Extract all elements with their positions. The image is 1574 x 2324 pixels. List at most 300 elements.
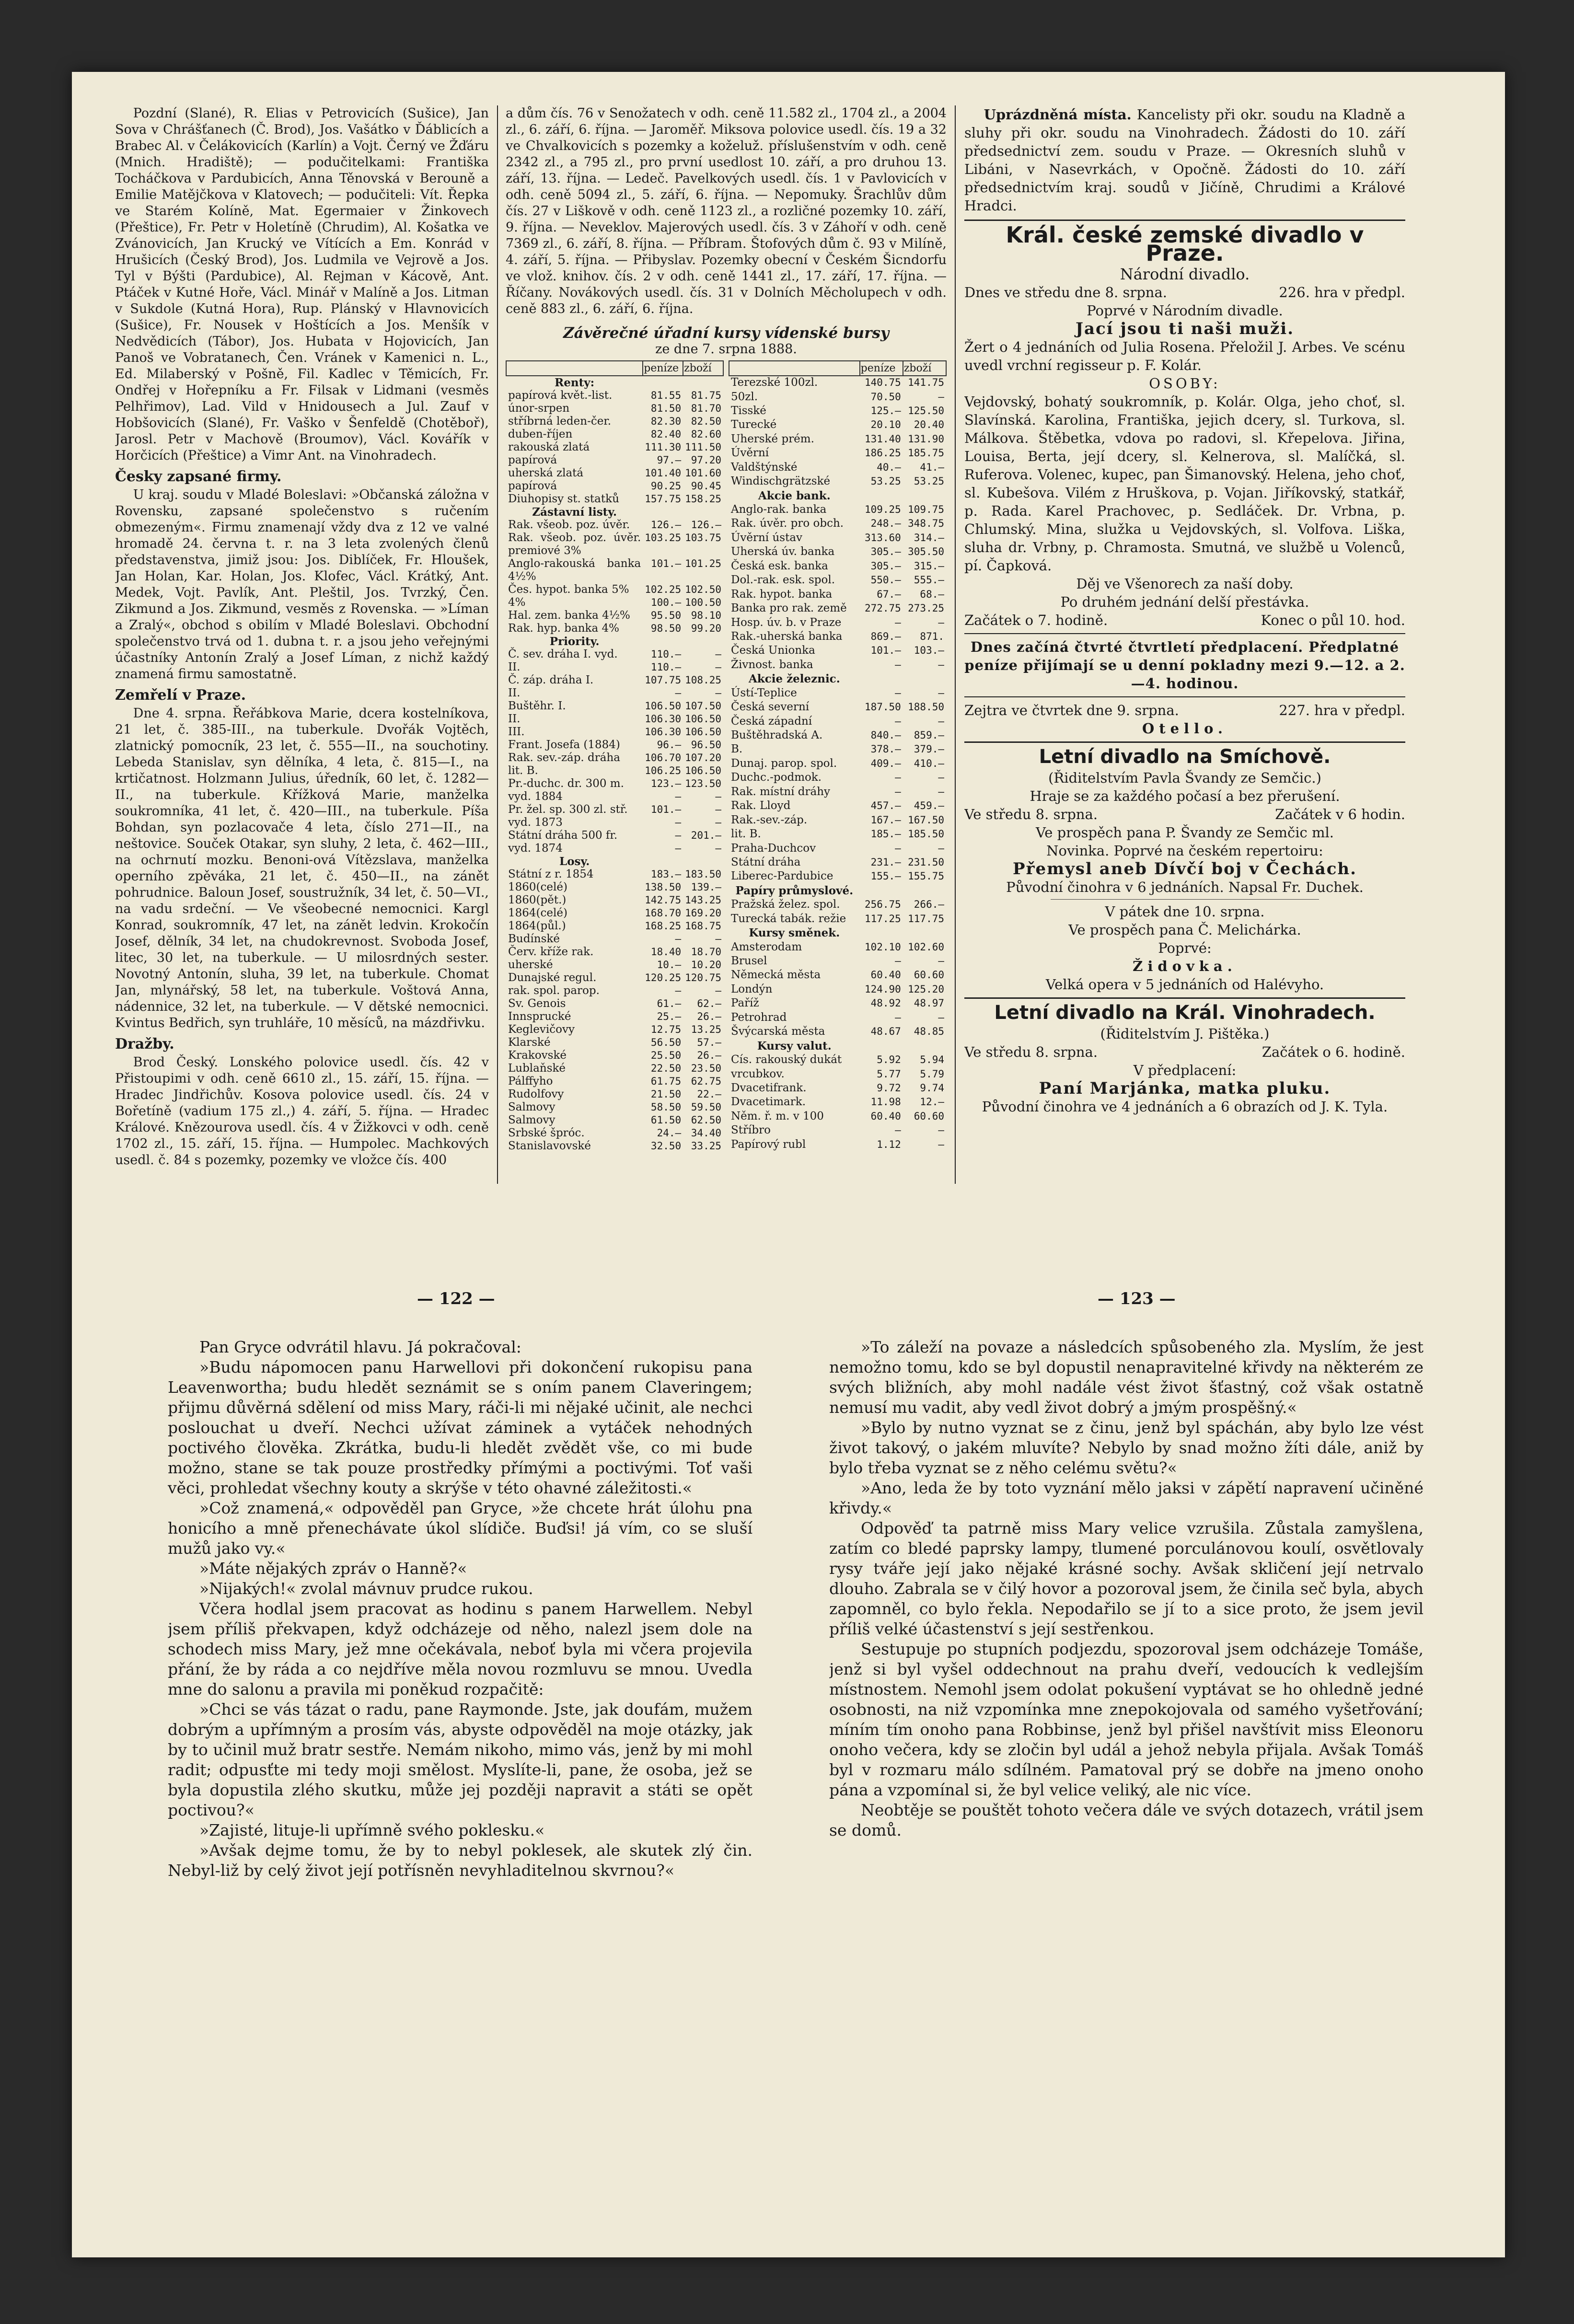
goods-value: 117.75 xyxy=(908,913,944,925)
novel-paragraph: Sestupuje po stupních podjezdu, spozoroval jsem odcházeje Tomáše, jenž si byl vyšel oddechnout na prahu dveří, vedoucích k vedlejším místnostem. Nemohl jsem odolat pokušení vyptávat se ho ohledně jedné osobnosti, na niž vzpomínka mne znepokojovala od samého vyšetřování; míním tím onoho pana Robbinse, jenž byl přišel navštívit miss Eleonoru onoho večera, kdy se zločin byl udál a jehož nebyla přijala. Avšak Tomáš byl v rozmaru málo sdílném. Pamatoval prý se dobře na jmeno onoho pána a vzpomínal si, že byl velice veliký, ale nic více. xyxy=(829,1640,1424,1799)
goods-value: 62.75 xyxy=(691,1075,721,1087)
money-value: 183.— xyxy=(650,868,682,880)
security-name: Česká západní xyxy=(731,715,812,728)
security-name: Brusel xyxy=(731,955,767,968)
table-row xyxy=(506,1049,723,1062)
novel-paragraph: »Chci se vás tázat o radu, pane Raymonde. Jste, jak doufám, mužem dobrým a upřímným a prosím vás, abyste odpověděl na moje otázky, jak by to učinil muž bratr sestře. Nemám nikoho, mimo vás, jenž by mi mohl radit; odpusťte mi tedy moji smělost. Myslíte-li, pane, že osoba, jež se byla dopustila zlého skutku, může jej později napravit a státi se opět poctivou?« xyxy=(168,1700,752,1819)
goods-value: — xyxy=(938,391,944,403)
smichov-play: Přemysl aneb Dívčí boj v Čechách. xyxy=(1013,859,1357,879)
table-row xyxy=(506,1114,723,1127)
money-value: 124.90 xyxy=(864,983,901,995)
security-name: rak. spol. parop. xyxy=(508,984,600,997)
money-value: 111.30 xyxy=(645,441,682,453)
smichov-desc: Původní činohra v 6 jednáních. Napsal Fr. Duchek. xyxy=(1006,879,1364,895)
money-value: 21.50 xyxy=(650,1088,682,1100)
table-row xyxy=(729,1082,946,1096)
table-row xyxy=(729,1110,946,1124)
goods-value: 82.60 xyxy=(691,428,721,440)
goods-value: 141.75 xyxy=(908,377,944,388)
goods-value: 169.20 xyxy=(685,907,721,919)
vinohrady-desc: Původní činohra ve 4 jednáních a 6 obrazích od J. K. Tyla. xyxy=(982,1098,1388,1115)
security-name: Akcie bank. xyxy=(758,489,831,502)
security-name: Sv. Genois xyxy=(508,997,566,1010)
novel-paragraph: Včera hodlal jsem pracovat as hodinu s panem Harwellem. Nebyl jsem příliš překvapen, když odcházeje od něho, nalezl jsem dole na schodech miss Mary, jež mne očekávala, neboť byla mi včera projevila přání, že by ráda a co nejdříve měla novou rozmluvu se mnou. Uvedla mne do salonu a pravila mi poněkud rozpačitě: xyxy=(168,1599,752,1699)
smichov-start: Začátek v 6 hodin. xyxy=(1275,806,1405,822)
money-value: 40.— xyxy=(877,461,901,473)
goods-value: — xyxy=(938,1124,944,1136)
deaths-paragraph: Dne 4. srpna. Řeřábkova Marie, dcera kostelníkova, 21 let, č. 385-III., na tuberkule. Dvořák Vojtěch, zlatnický pomocník, 23 let, č. 555—II., na souchotiny. Lebeda Stanislav, syn dělníka, 4 leta, č. 815—I., na krtičatnost. Holzmann Julius, úředník, 60 let, č. 1282—II., na tuberkule. Křížková Marie, manželka soukromníka, 41 let, č. 420—III., na tuberkule. Píša Bohdan, syn pozlacovače 4 leta, číslo 271—II., na neštovice. Souček Otakar, syn sluhy, 2 leta, č. 462—III., na ochrnutí mozku. Benoni-ová Vítězslava, manželka operního zpěváka, 21 let, č. 450—II., na zánět pohrudnice. Baloun Josef, soustružník, 34 let, č. 50—VI., na vadu srdeční. — Ve všeobecné nemocnici. Kargl Konrad, soukromník, 47 let, na zánět ledvin. Krokočín Josef, dělník, 34 let, na chudokrevnost. Svoboda Josef, litec, 30 let, na tuberkule. — U milosrdných sester. Novotný Antonín, sluha, 39 let, na tuberkule. Chomat Jan, mlynářský, 58 let, na tuberkule. Voštová Anna, nádennice, 32 let, na tuberkule. — V dětské nemocnici. Kvintus Bedřich, syn truhláře, 10 měsíců, na mázdřivku. xyxy=(115,706,489,1030)
vinohrady-subscription: V předplacení: xyxy=(1133,1062,1237,1078)
auction-continued: a dům čís. 76 v Senožatech v odh. ceně 11.582 zl., 1704 zl., a 2004 zl., 6. září, 6. října. — Jaroměř. Miksova polovice usedl. čís. 19 a 32 ve Chvalkovicích s pozemky a koželuž. příslušenstvím v odh. ceně 2342 zl., a 795 zl., pro první usedlost 10. září, a pro druhou 13. září, 13. října. — Ledeč. Pavelkových usedl. čís. 1 v Pavlovicích v odh. ceně 5094 zl., 5. září, 6. října. — Nepomuky. Šrachlův dům čís. 27 v Liškově v odh. ceně 1123 zl., a rozličné pozemky 10. září, 9. října. — Neveklov. Majerových usedl. čís. 3 v Záhoří v odh. ceně 7369 zl., 6. září, 8. října. — Příbram. Štofových dům č. 93 v Milíně, 4. září, 5. října. — Přibyslav. Pozemky obecní v Českém Šicndorfu ve vlož. knihov. čís. 2 v odh. ceně 1441 zl., 17. září, 17. října. — Říčany. Novákových usedl. čís. 31 v Dolních Měcholupech v odh. ceně 883 zl., 6. září, 6. října. xyxy=(506,106,947,316)
goods-value: 98.10 xyxy=(691,610,721,621)
money-value: 186.25 xyxy=(864,447,901,459)
table-row xyxy=(729,757,946,771)
friday-desc: Velká opera v 5 jednáních od Halévyho. xyxy=(1045,976,1324,993)
goods-value: 106.50 xyxy=(685,726,721,738)
table-row xyxy=(506,428,723,441)
firms-heading: Česky zapsané firmy. xyxy=(115,468,282,485)
security-name: Pražská želez. spol. xyxy=(731,898,840,911)
national-theatre-title: Král. české zemské divadlo v Praze. xyxy=(1006,222,1364,266)
table-row xyxy=(506,1023,723,1036)
table-row xyxy=(506,519,723,532)
auction-paragraph: Brod Český. Lonského polovice usedl. čís. 42 v Přistoupimi v odh. ceně 6610 zl., 15. září, 15. října. — Hradec Jindřichův. Kosova polovice usedl. čís. 24 v Bořetíně (vadium 175 zl.,) 4. září, 5. října. — Hradec Králové. Knězourova usedl. čís. 4 v Žižkovci v odh. ceně 1702 zl., 15. září, 15. října. — Humpolec. Machkových usedl. č. 84 s pozemky, pozemky ve vložce čís. 400 xyxy=(115,1055,489,1168)
goods-value: — xyxy=(715,791,721,802)
goods-value: 305.50 xyxy=(908,546,944,558)
security-name: vyd. 1874 xyxy=(508,842,563,855)
vinohrady-start: Začátek o 6. hodině. xyxy=(1262,1044,1405,1060)
table-row xyxy=(506,933,723,946)
security-name: Buštěhr. I. xyxy=(508,700,566,712)
security-name: Kursy směnek. xyxy=(749,926,840,940)
money-value: 103.25 xyxy=(645,532,682,543)
goods-value: 123.50 xyxy=(685,778,721,789)
money-value: 20.10 xyxy=(870,419,901,431)
security-name: Zástavní listy. xyxy=(532,506,617,519)
money-value: — xyxy=(675,830,682,841)
money-value: 120.25 xyxy=(645,972,682,983)
table-row xyxy=(506,1088,723,1101)
national-first: Poprvé v Národním divadle. xyxy=(1087,302,1283,319)
money-value: — xyxy=(895,1011,901,1023)
table-row xyxy=(506,622,723,635)
table-row xyxy=(506,493,723,506)
security-name: papírová květ.-list. xyxy=(508,389,613,402)
goods-value: 96.50 xyxy=(691,739,721,751)
table-row xyxy=(729,532,946,545)
table-row xyxy=(729,884,946,898)
table-row xyxy=(729,1053,946,1067)
security-name: Diuhopisy st. statků xyxy=(508,493,619,505)
smichov-direction: (Řiditelstvím Pavla Švandy ze Semčic.) xyxy=(1048,770,1321,786)
security-name: Stříbro xyxy=(731,1124,771,1137)
smichov-novelty: Novinka. Poprvé na českém repertoiru: xyxy=(1046,843,1323,859)
security-name: Salmovy xyxy=(508,1101,556,1113)
money-value xyxy=(643,855,683,868)
security-name: Č. záp. dráha I. xyxy=(508,674,594,686)
security-name: Rak. všeob. poz. úvěr. xyxy=(508,519,630,531)
table-row xyxy=(729,503,946,517)
goods-value: 231.50 xyxy=(908,856,944,868)
table-row xyxy=(729,856,946,870)
table-row xyxy=(729,391,946,405)
goods-value: 53.25 xyxy=(914,475,944,487)
appointments-paragraph: Pozdní (Slané), R. Elias v Petrovicích (Sušice), Jan Sova v Chrášťanech (Č. Brod), Jos. Vašátko v Ďáblicích a Brabec Al. v Čelákovicích (Karlín) a Vojt. Černý ve Žďáru (Mnich. Hradiště); — podučitelkami: Františka Tocháčkova v Pardubicích, Anna Těnovská v Berouně a Emilie Matějčkova v Klatovech; — podučiteli: Vít. Řepka ve Starém Kolíně, Mat. Egermaier v Žinkovech (Přeštice), Fr. Petr v Holetíně (Chrudim), Al. Košatka ve Zvánovicích, Jan Krucký ve Vítících a Em. Konrád v Hrušicích (Český Brod), Jos. Ludmila ve Vejrově a Jos. Tyl v Býšti (Pardubice), Al. Rejman v Kácově, Ant. Ptáček v Kutné Hoře, Václ. Minář v Malíně a Jos. Litman v Sukdole (Kutná Hora), Rup. Plánský v Hlavnovicích (Sušice), Fr. Nousek v Hoštících a Jos. Menšík v Nedvědicích (Tábor), Jos. Hubata v Hojovicích, Jan Panoš ve Vobratanech, Čen. Vránek v Kamenici n. L., Ed. Milaberský v Pošně, Fil. Kadlec v Těmicích, Fr. Ondřej v Hořepníku a Fr. Filsak v Lidmani (vesměs Pelhřimov), Lad. Vild v Hnidousech a Jul. Zauf v Hobšovicích (Slané), Fr. Vaško v Šenfeldě (Chotěboř), Jarosl. Petr v Machově (Broumov), Václ. Kovářík v Horčicích (Přeštice) a Vimr Ant. na Vinohradech. xyxy=(115,106,489,463)
table-row xyxy=(506,868,723,881)
money-value: 5.77 xyxy=(877,1068,901,1080)
security-name: vrcubkov. xyxy=(731,1067,785,1080)
goods-value: 106.50 xyxy=(685,765,721,776)
table-row xyxy=(506,764,723,777)
auction-heading: Dražby. xyxy=(115,1036,174,1052)
money-value: 110.— xyxy=(650,661,682,673)
table-row xyxy=(729,913,946,926)
security-name: papírová xyxy=(508,454,557,466)
table-row xyxy=(729,616,946,630)
goods-value: 101.60 xyxy=(685,467,721,479)
security-name: Pálffyho xyxy=(508,1075,553,1087)
goods-value: — xyxy=(715,933,721,945)
right-page-number: — 123 — xyxy=(1098,1289,1176,1308)
security-name: uherské xyxy=(508,959,553,971)
money-value: 305.— xyxy=(870,546,901,558)
table-row xyxy=(506,946,723,959)
money-value: 305.— xyxy=(870,560,901,572)
goods-value: 102.60 xyxy=(908,941,944,953)
money-value: — xyxy=(895,772,901,784)
table-row xyxy=(729,1025,946,1039)
table-row xyxy=(729,842,946,856)
security-name: Rudolfovy xyxy=(508,1088,564,1100)
table-row xyxy=(506,635,723,648)
bourse-table-right xyxy=(729,360,947,1153)
goods-value: 62.— xyxy=(697,998,721,1009)
goods-value: 107.50 xyxy=(685,700,721,712)
money-value: 96.— xyxy=(657,739,682,751)
security-name: Živnost. banka xyxy=(731,658,813,671)
money-value: 25.50 xyxy=(650,1050,682,1061)
bourse-date: ze dne 7. srpna 1888. xyxy=(655,342,797,357)
table-row xyxy=(506,402,723,415)
money-value: 231.— xyxy=(870,856,901,868)
table-row xyxy=(729,997,946,1011)
table-row xyxy=(729,602,946,616)
security-name: Frant. Josefa (1884) xyxy=(508,739,620,751)
national-theatre-subtitle: Národní divadlo. xyxy=(1120,265,1250,283)
th-name xyxy=(729,361,860,376)
goods-value: — xyxy=(938,659,944,671)
money-value xyxy=(643,506,683,519)
security-name: Windischgrätzské xyxy=(731,475,831,488)
money-value: 10.— xyxy=(657,959,682,971)
security-name: Paříž xyxy=(731,997,759,1010)
money-value: 117.25 xyxy=(864,913,901,925)
money-value: 185.— xyxy=(870,828,901,840)
security-name: Akcie železnic. xyxy=(748,672,840,686)
money-value: 106.25 xyxy=(645,765,682,776)
table-row xyxy=(729,461,946,475)
th-goods: zboží xyxy=(903,361,946,376)
money-value: — xyxy=(895,1124,901,1136)
security-name: 1860(celé) xyxy=(508,881,567,893)
goods-value: 59.50 xyxy=(691,1101,721,1113)
money-value: 81.50 xyxy=(650,403,682,414)
security-name: papírová xyxy=(508,480,557,492)
goods-value xyxy=(683,855,723,868)
money-value: 61.50 xyxy=(650,1114,682,1126)
money-value: 102.10 xyxy=(864,941,901,953)
table-row xyxy=(506,920,723,933)
column-divider xyxy=(497,105,498,1184)
security-name: Česká severní xyxy=(731,701,810,714)
goods-value: 315.— xyxy=(914,560,944,572)
table-row xyxy=(729,955,946,969)
table-row xyxy=(729,574,946,588)
table-row xyxy=(729,715,946,729)
money-value: 409.— xyxy=(870,757,901,769)
money-value: 90.25 xyxy=(650,480,682,492)
national-play-title: Jací jsou ti naši muži. xyxy=(1075,319,1295,338)
money-value: 98.50 xyxy=(650,623,682,634)
security-name: Amsterodam xyxy=(731,940,802,953)
deaths-heading: Zemřelí v Praze. xyxy=(115,687,246,704)
security-name: Česká Unionka xyxy=(731,644,815,657)
goods-value: — xyxy=(715,687,721,699)
table-row xyxy=(506,984,723,997)
vinohrady-direction: (Řiditelstvím J. Pištěka.) xyxy=(1100,1026,1270,1042)
money-value: 58.50 xyxy=(650,1101,682,1113)
security-name: Turecká tabák. režie xyxy=(731,912,846,925)
security-name: Úvěrní xyxy=(731,447,769,460)
goods-value: 62.50 xyxy=(691,1114,721,1126)
tomorrow-play: Otello. xyxy=(1142,720,1228,737)
table-row xyxy=(729,870,946,884)
security-name: Státní dráha 500 fr. xyxy=(508,829,618,842)
security-name: Petrohrad xyxy=(731,1011,787,1024)
goods-value: — xyxy=(938,1011,944,1023)
money-value xyxy=(860,1040,903,1053)
national-times xyxy=(964,611,1405,629)
security-name: Keglevičovy xyxy=(508,1023,575,1036)
security-name: vyd. 1873 xyxy=(508,816,563,829)
goods-value: 108.25 xyxy=(685,674,721,686)
th-money: peníze xyxy=(643,361,683,376)
goods-value: 459.— xyxy=(914,800,944,812)
goods-value: — xyxy=(715,985,721,996)
goods-value: 48.97 xyxy=(914,997,944,1009)
security-name: Krakovské xyxy=(508,1049,567,1062)
table-row xyxy=(506,467,723,480)
goods-value: 120.75 xyxy=(685,972,721,983)
table-row xyxy=(506,648,723,661)
performance-number: 226. hra v předpl. xyxy=(1279,284,1405,301)
smichov-theatre-title: Letní divadlo na Smíchově. xyxy=(1039,746,1331,768)
table-row xyxy=(506,997,723,1010)
security-name: 4% xyxy=(508,596,526,609)
money-value: 168.25 xyxy=(645,920,682,932)
security-name: II. xyxy=(508,713,521,725)
novel-paragraph: »Což znamená,« odpověděl pan Gryce, »že chcete hrát úlohu pna honicího a mně přenechávate úkol slídiče. Buďsi! já vím, co se sluší mužů jako vy.« xyxy=(168,1499,752,1558)
security-name: Rak. hyp. banka 4% xyxy=(508,622,619,635)
smichov-daily: Hraje se za každého počasí a bez přerušení. xyxy=(1030,788,1340,804)
goods-value: 26.— xyxy=(697,1011,721,1022)
security-name: Německá města xyxy=(731,969,821,982)
goods-value: 68.— xyxy=(920,588,944,600)
goods-value: 314.— xyxy=(914,532,944,543)
table-row xyxy=(729,630,946,644)
goods-value: 33.25 xyxy=(691,1140,721,1152)
column-3 xyxy=(964,105,1405,1184)
table-row xyxy=(506,971,723,984)
money-value: 61.— xyxy=(657,998,682,1009)
security-name: Červ. kříže rak. xyxy=(508,946,594,958)
security-name: III. xyxy=(508,726,525,738)
novel-paragraph: Odpověď ta patrně miss Mary velice vzrušila. Zůstala zamyšlena, zatím co bledé paprsky lampy, tlumené porculánovou koulí, osvětlovaly rysy tváře její jako nějaké krásné sochy. Avšak skličení její netrvalo dlouho. Zabrala se v čilý hovor a pozoroval jsem, že činila seč byla, abych zapomněl, co bylo řekla. Nepodařilo se jí to a sice proto, že jsem jevil příliš velké účastenství s její sestřenkou. xyxy=(829,1519,1424,1638)
money-value: 22.50 xyxy=(650,1063,682,1074)
table-row xyxy=(729,1040,946,1053)
money-value: 95.50 xyxy=(650,610,682,621)
tomorrow-date: Zejtra ve čtvrtek dne 9. srpna. xyxy=(964,702,1179,718)
goods-value: — xyxy=(715,648,721,660)
goods-value: 12.— xyxy=(920,1096,944,1108)
goods-value xyxy=(683,376,723,389)
security-name: Dvacetifrank. xyxy=(731,1081,807,1094)
money-value: — xyxy=(895,715,901,727)
goods-value: 111.50 xyxy=(685,441,721,453)
security-name: Papírový rubl xyxy=(731,1138,806,1151)
goods-value: 90.45 xyxy=(691,480,721,492)
money-value xyxy=(643,376,683,389)
vacancies-paragraph xyxy=(964,105,1405,215)
money-value: 11.98 xyxy=(870,1096,901,1108)
table-row xyxy=(506,790,723,803)
money-value: 313.60 xyxy=(864,532,901,543)
security-name: Rak. hypot. banka xyxy=(731,588,833,601)
security-name: Papíry průmyslové. xyxy=(735,884,854,897)
table-row xyxy=(506,609,723,622)
table-row xyxy=(506,829,723,842)
money-value: 100.— xyxy=(650,597,682,608)
table-row xyxy=(506,596,723,609)
table-row xyxy=(729,771,946,785)
money-value: 106.70 xyxy=(645,752,682,763)
goods-value: 555.— xyxy=(914,574,944,586)
friday-date: V pátek dne 10. srpna. xyxy=(1105,903,1265,920)
table-row xyxy=(506,674,723,687)
money-value: 248.— xyxy=(870,518,901,530)
tomorrow-number: 227. hra v předpl. xyxy=(1279,702,1405,718)
goods-value: 34.40 xyxy=(691,1127,721,1139)
goods-value: 185.50 xyxy=(908,828,944,840)
money-value: 187.50 xyxy=(864,701,901,713)
goods-value: 97.20 xyxy=(691,454,721,466)
goods-value xyxy=(903,672,946,686)
money-value: 1.12 xyxy=(877,1138,901,1150)
security-name: Rak.-uherská banka xyxy=(731,630,843,643)
table-row xyxy=(729,828,946,842)
table-row xyxy=(506,441,723,454)
goods-value: — xyxy=(938,772,944,784)
performance-date: Dnes ve středu dne 8. srpna. xyxy=(964,284,1167,301)
table-row xyxy=(506,726,723,739)
security-name: 1864(celé) xyxy=(508,907,567,919)
money-value: 126.— xyxy=(650,519,682,531)
goods-value: 143.25 xyxy=(685,894,721,906)
security-name: Banka pro rak. země xyxy=(731,602,847,615)
novel-paragraph: »Avšak dejme tomu, že by to nebyl poklesek, ale skutek zlý čin. Nebyl-liž by celý život její potřísněn nevyhladitelnou skvrnou?« xyxy=(168,1841,752,1880)
table-row xyxy=(729,814,946,828)
table-row xyxy=(729,588,946,602)
table-row xyxy=(729,659,946,672)
table-row xyxy=(506,713,723,726)
table-row xyxy=(729,687,946,701)
table-row xyxy=(729,1011,946,1025)
money-value: 48.67 xyxy=(870,1026,901,1038)
money-value: 12.75 xyxy=(650,1024,682,1035)
table-row xyxy=(506,855,723,868)
money-value: 24.— xyxy=(657,1127,682,1139)
table-row xyxy=(506,907,723,920)
money-value: 53.25 xyxy=(870,475,901,487)
goods-value: 348.75 xyxy=(908,518,944,530)
security-name: Česká esk. banka xyxy=(731,559,828,572)
table-row xyxy=(506,454,723,467)
national-theatre-dateline xyxy=(964,283,1405,301)
money-value: 9.72 xyxy=(877,1082,901,1094)
goods-value: 188.50 xyxy=(908,701,944,713)
table-row xyxy=(729,729,946,743)
goods-value: 125.20 xyxy=(908,983,944,995)
goods-value: 82.50 xyxy=(691,416,721,427)
security-name: Uherské prém. xyxy=(731,432,814,445)
newspaper-page xyxy=(72,72,1505,2257)
pause-note: Po druhém jednání delší přestávka. xyxy=(1060,594,1309,610)
money-value: — xyxy=(675,843,682,854)
security-name: Liberec-Pardubice xyxy=(731,870,833,883)
goods-value: 41.— xyxy=(920,461,944,473)
money-value: 101.— xyxy=(650,804,682,815)
table-row xyxy=(506,415,723,428)
security-name: Buštěhradská A. xyxy=(731,729,823,742)
money-value: 102.25 xyxy=(645,584,682,595)
money-value xyxy=(860,926,903,940)
goods-value: 139.— xyxy=(691,881,721,893)
money-value: 125.— xyxy=(870,405,901,416)
money-value: — xyxy=(675,687,682,699)
goods-value: 273.25 xyxy=(908,602,944,614)
money-value: 869.— xyxy=(870,630,901,642)
goods-value: 410.— xyxy=(914,757,944,769)
table-row xyxy=(506,752,723,764)
novel-right-page xyxy=(829,1337,1424,2200)
bourse-title: Závěrečné úřadní kursy vídenské bursy xyxy=(563,324,889,342)
money-value xyxy=(860,672,903,686)
money-value: — xyxy=(675,791,682,802)
goods-value: — xyxy=(938,1138,944,1150)
column-divider xyxy=(955,105,956,1184)
vacancies-heading: Uprázdněná místa. xyxy=(984,106,1132,123)
goods-value: 9.74 xyxy=(920,1082,944,1094)
security-name: Innsprucké xyxy=(508,1010,571,1023)
security-name: Budínské xyxy=(508,933,560,945)
novel-left-page xyxy=(168,1337,752,2200)
firms-paragraph: U kraj. soudu v Mladé Boleslavi: »Občanská záložna v Rovensku, zapsané společenstvo s ručením obmezeným«. Firmu znamenají vždy dva z 12 ve valné hromadě 24. června t. r. na 3 leta zvolených členů představenstva, jimiž jsou: Jos. Diblíček, Fr. Hloušek, Jan Holan, Kar. Holan, Jos. Klofec, Václ. Krátký, Ant. Medek, Vojt. Pavlík, Ant. Pleštil, Jos. Tvrzký, Čen. Zikmund a Jos. Zikmund, vesměs z Rovenska. — »Líman a Zralý«, obchod s obilím v Mladé Boleslavi. Obchodní společenstvo trvá od 1. dubna t. r. a jsou jeho veřejnými účastníky Antonín Zralý a Josef Líman, z nichž každý znamená firmu samostatně. xyxy=(115,487,489,682)
goods-value: 109.75 xyxy=(908,504,944,516)
table-row xyxy=(506,959,723,971)
security-name: Klarské xyxy=(508,1036,551,1049)
goods-value xyxy=(903,926,946,940)
novel-paragraph: »Ano, leda že by toto vyznání mělo jaksi v zápětí napravení učiněné křivdy.« xyxy=(829,1479,1424,1517)
